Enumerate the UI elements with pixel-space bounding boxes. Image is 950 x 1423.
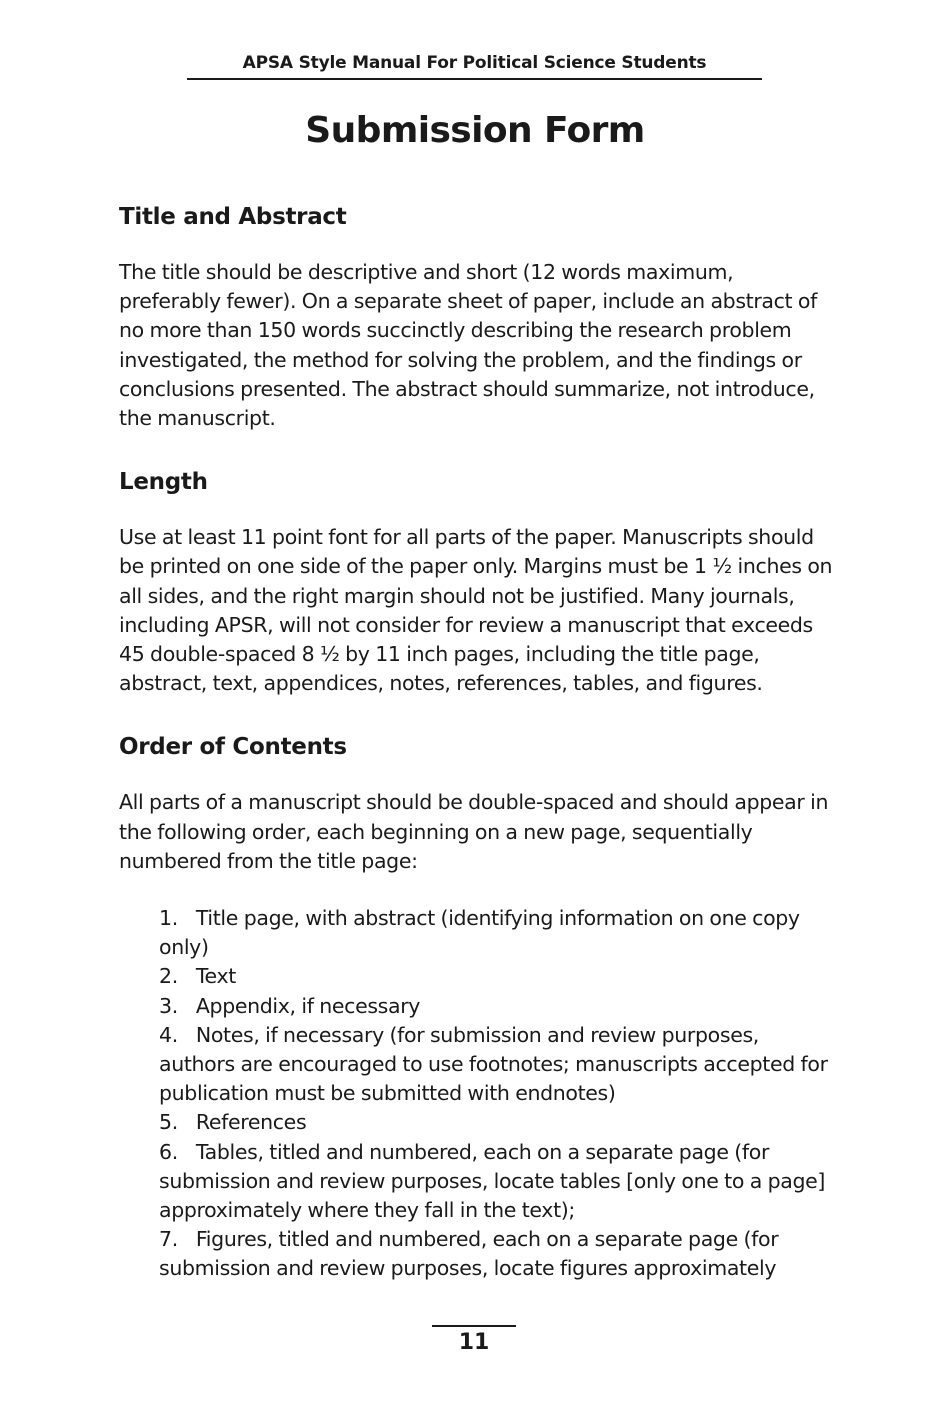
list-item [159, 962, 839, 991]
list-item [159, 904, 839, 962]
section-length [119, 465, 839, 698]
section-title-and-abstract [119, 200, 839, 433]
list-item-number: 1. [159, 906, 178, 931]
list-item-text: Text [195, 964, 236, 989]
list-item-text: Notes, if necessary (for submission and review purposes, authors are encouraged to use footnotes; manuscripts accepted for publication must be submitted with endnotes) [159, 1022, 828, 1106]
page-title: Submission Form [305, 110, 645, 151]
list-item [159, 1138, 839, 1226]
list-item-number: 3. [159, 993, 178, 1018]
list-item-text: Tables, titled and numbered, each on a separate page (for submission and review purposes, locate tables [only one to a page] approximately where they fall in the text); [159, 1139, 826, 1223]
page-content [119, 200, 839, 1284]
section-paragraph: All parts of a manuscript should be double-spaced and should appear in the following order, each beginning on a new page, sequentially numbered from the title page: [119, 790, 829, 873]
section-paragraph: The title should be descriptive and short (12 words maximum, preferably fewer). On a separate sheet of paper, include an abstract of no more than 150 words succinctly describing the research problem investigated, the method for solving the problem, and the findings or conclusions presented. The abstract should summarize, not introduce, the manuscript. [119, 260, 817, 431]
list-item-text: Title page, with abstract (identifying information on one copy only) [159, 906, 800, 960]
list-item-text: Figures, titled and numbered, each on a separate page (for submission and review purposes, locate figures approximately [159, 1227, 779, 1281]
list-item [159, 1225, 839, 1283]
list-item-number: 4. [159, 1022, 178, 1047]
list-item-number: 2. [159, 964, 178, 989]
list-item-text: References [195, 1110, 307, 1135]
section-heading: Order of Contents [119, 734, 347, 761]
section-heading: Length [119, 469, 208, 496]
section-heading: Title and Abstract [119, 204, 347, 230]
list-item [159, 1108, 839, 1137]
list-item [159, 1021, 839, 1109]
list-item-number: 7. [159, 1227, 178, 1252]
list-item-text: Appendix, if necessary [195, 993, 421, 1018]
section-order-of-contents [119, 730, 839, 1283]
footer-rule [432, 1325, 516, 1327]
order-list [159, 904, 839, 1284]
list-item [159, 992, 839, 1021]
list-item-number: 6. [159, 1139, 178, 1164]
list-item-number: 5. [159, 1110, 178, 1135]
page-number: 11 [458, 1330, 490, 1355]
section-paragraph: Use at least 11 point font for all parts of the paper. Manuscripts should be printed on one side of the paper only. Margins must be 1 ½ inches on all sides, and the right margin should not be justified. Many journals, including APSR, will not consider for review a manuscript that exceeds 45 double-spaced 8 ½ by 11 inch pages, including the title page, abstract, text, appendices, notes, references, tables, and figures. [119, 525, 833, 696]
running-header: APSA Style Manual For Political Science Students [242, 53, 707, 73]
header-rule [187, 78, 762, 80]
